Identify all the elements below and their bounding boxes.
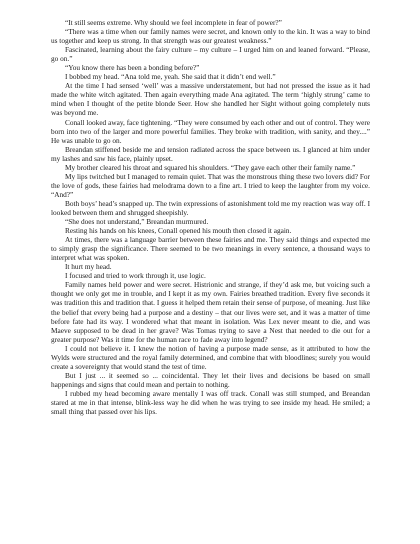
paragraph: I could not believe it. I knew the notion of having a purpose made sense, as it attributed to how the Wylds were structured and the royal family determined, and combine that with bloodlines; surely you would create a sovereignty that would stand the test of time. — [51, 343, 370, 371]
paragraph: At times, there was a language barrier between these fairies and me. They said things and expected me to simply grasp the significance. There seemed to be two meanings in every sentence, a thousand ways to interpret what was spoken. — [51, 235, 370, 263]
paragraph: Conall looked away, face tightening. “They were consumed by each other and out of control. They were born into two of the larger and more powerful families. They broke with tradition, with sanity, and they....” He was unable to go on. — [51, 117, 370, 145]
paragraph: Resting his hands on his knees, Conall opened his mouth then closed it again. — [65, 226, 292, 236]
paragraph: Family names held power and were secret. Histrionic and strange, if they’d ask me, but voicing such a thought we only get me in trouble, and I kept it as my own. Fairies breathed tradition. Every five seconds it was tradition this and tradition that. I guess it helped them retain their sense of purpose, of meaning. Just like the belief that every being had a purpose and a destiny – that our lives were set, and it was a matter of time before fate had its way. I wondered what that meant in isolation. Was Lex never meant to die, and was Maeve supposed to be dead in her grave? Was Tomas trying to save a Nest that needed to die out for a greater purpose? Was it time for the human race to fade away into legend? — [51, 280, 370, 344]
paragraph: Fascinated, learning about the fairy culture – my culture – I urged him on and leaned forward. “Please, go on.” — [51, 45, 370, 64]
paragraph: “You know there has been a bonding before?” — [65, 63, 200, 73]
paragraph: It hurt my head. — [65, 262, 112, 272]
paragraph: “She does not understand,” Breandan murmured. — [65, 217, 209, 227]
paragraph: But I just ... it seemed so ... coincidental. They let their lives and decisions be based on small happenings and signs that could mean and pertain to nothing. — [51, 370, 370, 389]
paragraph: “There was a time when our family names were secret, and known only to the kin. It was a way to bind us together and keep us strong. In that strength was our greatest weakness.” — [51, 27, 370, 46]
paragraph: Both boys’ head’s snapped up. The twin expressions of astonishment told me my reaction was way off. I looked between them and shrugged sheepishly. — [51, 198, 370, 217]
paragraph: I focused and tried to work through it, use logic. — [65, 271, 206, 281]
paragraph: I rubbed my head becoming aware mentally I was off track. Conall was still stumped, and Breandan stared at me in that intense, blink-less way he did when he was trying to see inside my head. He smiled; a small thing that passed over his lips. — [51, 388, 370, 417]
paragraph: At the time I had sensed ‘well’ was a massive understatement, but had not pressed the issue as it had made the white witch agitated. Then again everything made Ana agitated. The term ‘highly strung’ came to mind when I thought of the petite blonde Seer. How she handled her Sight without going completely nuts was beyond me. — [51, 81, 370, 118]
paragraph: My brother cleared his throat and squared his shoulders. “They gave each other their family name.” — [65, 162, 356, 172]
paragraph: “It still seems extreme. Why should we feel incomplete in fear of power?” — [65, 18, 282, 27]
paragraph: I bobbed my head. “Ana told me, yeah. She said that it didn’t end well.” — [65, 72, 276, 82]
paragraph: Breandan stiffened beside me and tension radiated across the space between us. I glanced at him under my lashes and saw his face, plainly upset. — [51, 144, 370, 163]
paragraph: My lips twitched but I managed to remain quiet. That was the monstrous thing these two lovers did? For the love of gods, these fairies had melodrama down to a fine art. I tried to keep the laughter from my voice. “And?” — [51, 171, 370, 199]
